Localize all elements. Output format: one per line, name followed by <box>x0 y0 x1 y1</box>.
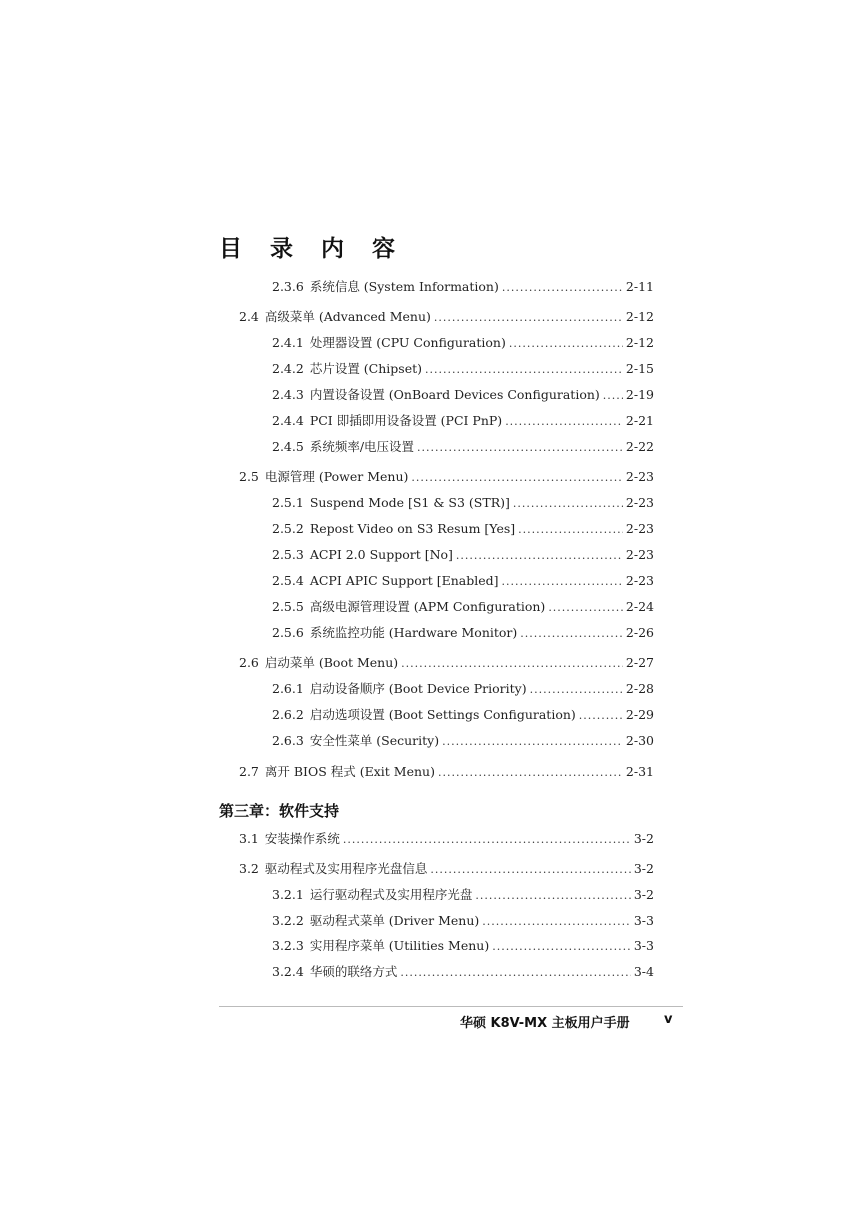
toc-number: 3.2.2 <box>272 913 304 928</box>
toc-page: 2-15 <box>625 361 654 376</box>
toc-leader <box>482 912 631 932</box>
toc-leader <box>502 572 623 592</box>
toc-label: 系统监控功能 (Hardware Monitor) <box>309 625 518 640</box>
toc-number: 2.6.1 <box>272 681 304 696</box>
toc-page: 2-12 <box>625 309 654 324</box>
toc-number: 3.2 <box>239 861 259 876</box>
toc-entry-2-5-5[interactable] <box>272 597 654 617</box>
toc-page: 2-23 <box>625 573 654 588</box>
toc-page: 2-12 <box>625 335 654 350</box>
toc-entry-2-4-5[interactable] <box>272 437 654 457</box>
toc-page: 2-11 <box>625 279 654 294</box>
toc-label: Suspend Mode [S1 & S3 (STR)] <box>309 495 510 510</box>
toc-leader <box>400 963 631 983</box>
toc-label: 实用程序菜单 (Utilities Menu) <box>309 938 490 953</box>
toc-label: 启动设备顺序 (Boot Device Priority) <box>309 681 527 696</box>
toc-leader <box>442 732 623 752</box>
toc-entry-3-1[interactable] <box>239 829 654 849</box>
toc-number: 2.4.3 <box>272 387 304 402</box>
toc-number: 2.4.1 <box>272 335 304 350</box>
toc-entry-3-2-1[interactable] <box>272 885 654 905</box>
toc-label: 高级菜单 (Advanced Menu) <box>264 309 431 324</box>
toc-number: 2.4.5 <box>272 439 304 454</box>
toc-page: 2-22 <box>625 439 654 454</box>
toc-number: 2.4.2 <box>272 361 304 376</box>
toc-leader <box>438 763 623 783</box>
toc-page: 2-19 <box>625 387 654 402</box>
toc-page: 2-21 <box>625 413 654 428</box>
toc-page: 3-3 <box>633 938 654 953</box>
toc-number: 2.5.6 <box>272 625 304 640</box>
toc-leader <box>411 468 623 488</box>
toc-leader <box>603 386 623 406</box>
toc-page: 2-30 <box>625 733 654 748</box>
toc-leader <box>343 830 631 850</box>
toc-page: 2-29 <box>625 707 654 722</box>
toc-page: 3-3 <box>633 913 654 928</box>
toc-label: Repost Video on S3 Resum [Yes] <box>309 521 516 536</box>
toc-label: 系统频率/电压设置 <box>309 439 415 454</box>
toc-entry-2-6-1[interactable] <box>272 679 654 699</box>
toc-page: 2-23 <box>625 547 654 562</box>
toc-label: 系统信息 (System Information) <box>309 279 499 294</box>
toc-entry-2-4-2[interactable] <box>272 359 654 379</box>
toc-label: ACPI APIC Support [Enabled] <box>309 573 499 588</box>
toc-entry-2-5-2[interactable] <box>272 519 654 539</box>
toc-number: 2.5.4 <box>272 573 304 588</box>
toc-number: 3.2.4 <box>272 964 304 979</box>
toc-label: 芯片设置 (Chipset) <box>309 361 422 376</box>
toc-entry-2-4-3[interactable] <box>272 385 654 405</box>
toc-label: 处理器设置 (CPU Configuration) <box>309 335 506 350</box>
toc-number: 2.6.3 <box>272 733 304 748</box>
toc-number: 2.5.1 <box>272 495 304 510</box>
toc-page: 2-31 <box>625 764 654 779</box>
chapter-3-heading: 第三章：软件支持 <box>219 802 340 820</box>
toc-page: 3-2 <box>633 887 654 902</box>
toc-leader <box>579 706 623 726</box>
toc-label: 运行驱动程式及实用程序光盘 <box>309 887 473 902</box>
toc-label: 内置设备设置 (OnBoard Devices Configuration) <box>309 387 600 402</box>
page-title: 目 录 内 容 <box>219 236 406 262</box>
toc-label: 启动选项设置 (Boot Settings Configuration) <box>309 707 576 722</box>
toc-entry-3-2-4[interactable] <box>272 962 654 982</box>
toc-leader <box>513 494 623 514</box>
toc-entry-3-2-2[interactable] <box>272 911 654 931</box>
toc-leader <box>548 598 623 618</box>
toc-entry-3-2[interactable] <box>239 859 654 879</box>
toc-entry-2-6-3[interactable] <box>272 731 654 751</box>
toc-label: 离开 BIOS 程式 (Exit Menu) <box>264 764 435 779</box>
toc-number: 2.3.6 <box>272 279 304 294</box>
toc-entry-2-6[interactable] <box>239 653 654 673</box>
toc-entry-2-5-1[interactable] <box>272 493 654 513</box>
toc-label: 华硕的联络方式 <box>309 964 398 979</box>
toc-leader <box>518 520 623 540</box>
toc-leader <box>430 860 630 880</box>
toc-entry-2-5[interactable] <box>239 467 654 487</box>
toc-number: 3.1 <box>239 831 259 846</box>
footer-page-number: v <box>664 1012 673 1027</box>
toc-page: 2-26 <box>625 625 654 640</box>
toc-number: 2.5 <box>239 469 259 484</box>
toc-entry-2-5-6[interactable] <box>272 623 654 643</box>
toc-leader <box>401 654 623 674</box>
toc-leader <box>505 412 623 432</box>
toc-number: 2.5.2 <box>272 521 304 536</box>
toc-leader <box>492 937 631 957</box>
toc-label: 驱动程式菜单 (Driver Menu) <box>309 913 480 928</box>
toc-label: 安装操作系统 <box>264 831 340 846</box>
toc-entry-2-3-6[interactable] <box>272 277 654 297</box>
toc-number: 2.7 <box>239 764 259 779</box>
toc-page: 2-23 <box>625 495 654 510</box>
toc-page: 3-4 <box>633 964 654 979</box>
toc-page: 3-2 <box>633 831 654 846</box>
toc-label: 安全性菜单 (Security) <box>309 733 440 748</box>
toc-leader <box>417 438 623 458</box>
toc-entry-2-5-4[interactable] <box>272 571 654 591</box>
toc-leader <box>475 886 631 906</box>
toc-page: 2-23 <box>625 469 654 484</box>
toc-page: 2-24 <box>625 599 654 614</box>
toc-page: 2-28 <box>625 681 654 696</box>
toc-number: 2.5.3 <box>272 547 304 562</box>
toc-entry-3-2-3[interactable] <box>272 936 654 956</box>
toc-number: 2.5.5 <box>272 599 304 614</box>
toc-page: 3-2 <box>633 861 654 876</box>
toc-page: 2-27 <box>625 655 654 670</box>
toc-entry-2-7[interactable] <box>239 762 654 782</box>
toc-leader <box>434 308 623 328</box>
toc-leader <box>456 546 623 566</box>
toc-number: 3.2.3 <box>272 938 304 953</box>
toc-number: 2.4.4 <box>272 413 304 428</box>
toc-entry-2-4[interactable] <box>239 307 654 327</box>
toc-number: 2.4 <box>239 309 259 324</box>
toc-page: 2-23 <box>625 521 654 536</box>
toc-leader <box>520 624 623 644</box>
toc-label: 启动菜单 (Boot Menu) <box>264 655 399 670</box>
footer-divider <box>219 1006 683 1007</box>
toc-number: 3.2.1 <box>272 887 304 902</box>
footer-manual-title: 华硕 K8V-MX 主板用户手册 <box>460 1016 630 1031</box>
toc-entry-2-4-1[interactable] <box>272 333 654 353</box>
toc-label: 电源管理 (Power Menu) <box>264 469 409 484</box>
toc-leader <box>509 334 623 354</box>
toc-entry-2-4-4[interactable] <box>272 411 654 431</box>
toc-label: 高级电源管理设置 (APM Configuration) <box>309 599 546 614</box>
toc-label: ACPI 2.0 Support [No] <box>309 547 453 562</box>
toc-label: PCI 即插即用设备设置 (PCI PnP) <box>309 413 503 428</box>
toc-number: 2.6.2 <box>272 707 304 722</box>
toc-leader <box>425 360 623 380</box>
toc-entry-2-5-3[interactable] <box>272 545 654 565</box>
toc-entry-2-6-2[interactable] <box>272 705 654 725</box>
toc-label: 驱动程式及实用程序光盘信息 <box>264 861 428 876</box>
toc-leader <box>502 278 623 298</box>
toc-number: 2.6 <box>239 655 259 670</box>
toc-leader <box>530 680 623 700</box>
